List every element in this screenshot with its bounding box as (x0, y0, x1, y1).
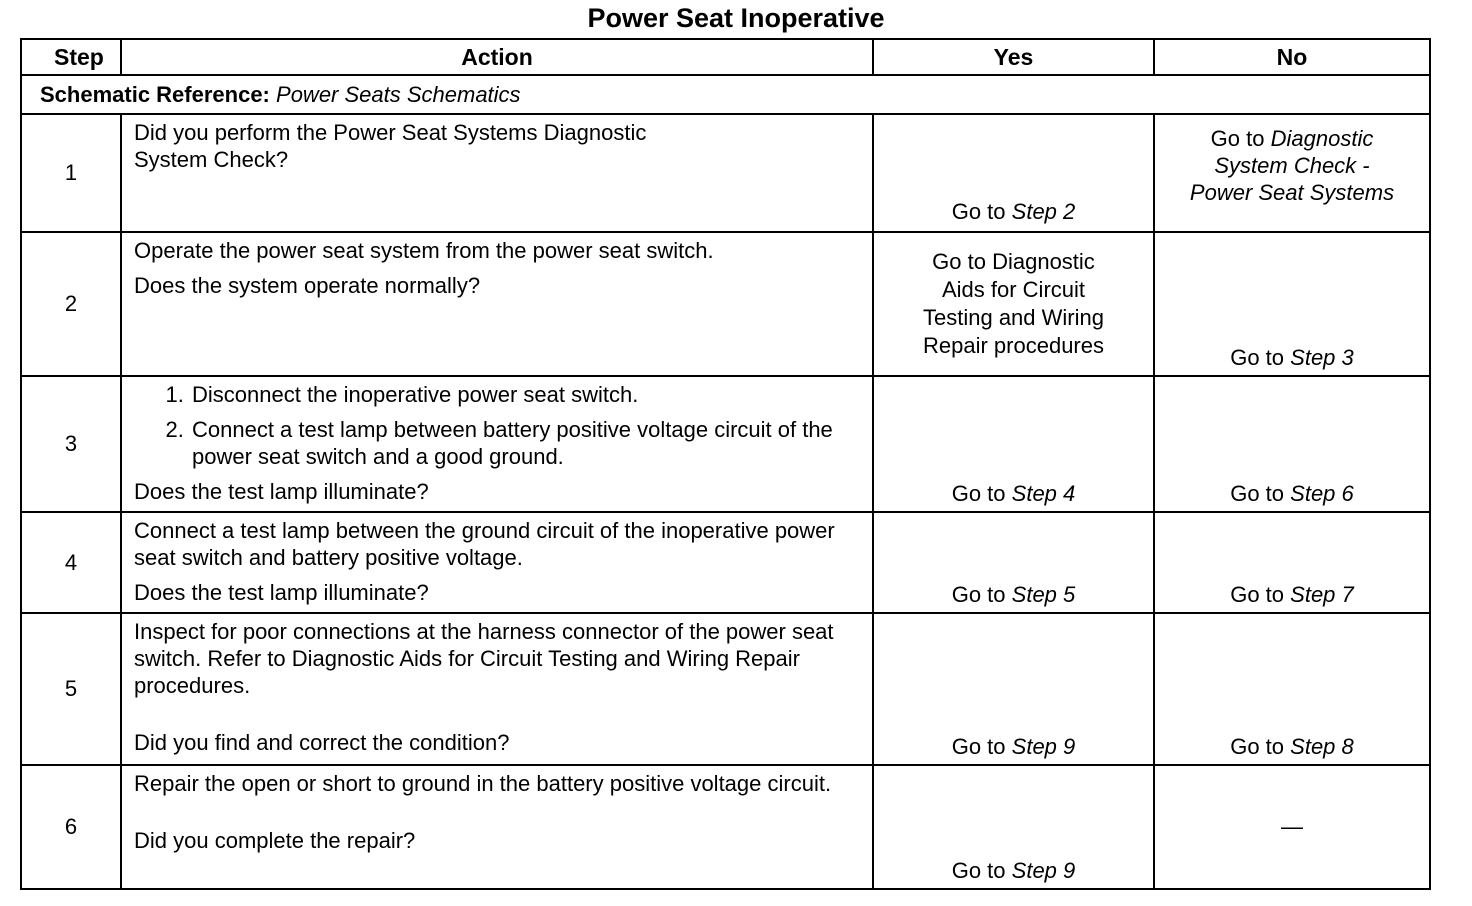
yes-text: Testing and Wiring (923, 305, 1104, 330)
yes-cell (873, 765, 1154, 889)
header-row (21, 39, 1430, 75)
page-title: Power Seat Inoperative (587, 3, 885, 33)
step-link[interactable]: Step 3 (1290, 345, 1354, 370)
no-cell (1154, 512, 1430, 613)
yes-text: Go to Diagnostic (932, 249, 1095, 274)
step-link[interactable]: Step 2 (1011, 199, 1076, 224)
yes-cell (873, 613, 1154, 765)
action-text: Operate the power seat system from the power seat switch. (134, 238, 714, 263)
action-text: Did you perform the Power Seat Systems Diagnostic System Check? (134, 120, 647, 172)
no-cell (1154, 232, 1430, 376)
goto-text: Go to (951, 481, 1006, 506)
no-dash: — (1281, 814, 1303, 839)
goto-text: Go to (951, 582, 1006, 607)
action-steps (134, 381, 862, 470)
action-cell (121, 512, 873, 613)
goto-text: Go to (1210, 126, 1265, 151)
goto-text: Go to (1230, 481, 1285, 506)
step-number: 5 (21, 613, 121, 765)
table-row (21, 114, 1430, 232)
diagnostic-table (20, 38, 1431, 890)
yes-header: Yes (873, 39, 1154, 75)
no-cell (1154, 114, 1430, 232)
step-link[interactable]: Step 9 (1011, 858, 1076, 883)
step-number: 6 (21, 765, 121, 889)
schematic-reference (21, 75, 1430, 114)
action-cell (121, 765, 873, 889)
action-cell (121, 232, 873, 376)
step-link[interactable]: Step 4 (1011, 481, 1076, 506)
action-cell (121, 613, 873, 765)
no-cell (1154, 376, 1430, 512)
step-number: 2 (21, 232, 121, 376)
step-number: 1 (21, 114, 121, 232)
action-text: Inspect for poor connections at the harness connector of the power seat switch. Refer to Diagnostic Aids for Circuit Testing and Wiring Repair procedures. (134, 619, 834, 698)
action-cell (121, 114, 873, 232)
step-link[interactable]: Step 6 (1290, 481, 1354, 506)
schematic-label: Schematic Reference: (40, 81, 270, 107)
table-row (21, 765, 1430, 889)
step-number: 3 (21, 376, 121, 512)
action-question: Does the test lamp illuminate? (134, 479, 429, 504)
yes-cell (873, 376, 1154, 512)
action-text: Connect a test lamp between the ground circuit of the inoperative power seat switch and battery positive voltage. (134, 518, 835, 570)
step-header: Step (21, 39, 121, 75)
step-number: 4 (21, 512, 121, 613)
action-question: Did you complete the repair? (134, 828, 416, 853)
table-row (21, 232, 1430, 376)
goto-text: Go to (1230, 582, 1285, 607)
action-text: Repair the open or short to ground in the battery positive voltage circuit. (134, 771, 832, 796)
step-link[interactable]: Step 9 (1011, 734, 1076, 759)
schematic-row (21, 75, 1430, 114)
action-step: 1. Disconnect the inoperative power seat switch. (190, 381, 862, 408)
table-row (21, 512, 1430, 613)
yes-text: Aids for Circuit (941, 277, 1086, 302)
no-header: No (1154, 39, 1430, 75)
step-link[interactable]: System Check - (1214, 153, 1370, 178)
action-question: Did you find and correct the condition? (134, 730, 510, 755)
table-row (21, 376, 1430, 512)
goto-text: Go to (951, 734, 1006, 759)
step-link[interactable]: Diagnostic (1270, 126, 1374, 151)
goto-text: Go to (951, 199, 1006, 224)
step-link[interactable]: Step 8 (1290, 734, 1354, 759)
no-cell (1154, 613, 1430, 765)
no-cell (1154, 765, 1430, 889)
schematic-link[interactable]: Power Seats Schematics (276, 81, 521, 107)
goto-text: Go to (1230, 734, 1285, 759)
action-step: 2. Connect a test lamp between battery positive voltage circuit of the power seat switch and a good ground. (190, 416, 862, 470)
yes-cell (873, 512, 1154, 613)
yes-text: Repair procedures (923, 333, 1104, 358)
yes-cell (873, 114, 1154, 232)
action-question: Does the test lamp illuminate? (134, 580, 429, 605)
table-row (21, 613, 1430, 765)
action-cell (121, 376, 873, 512)
action-header: Action (121, 39, 873, 75)
step-link[interactable]: Step 5 (1011, 582, 1076, 607)
step-link[interactable]: Power Seat Systems (1189, 180, 1395, 205)
goto-text: Go to (951, 858, 1006, 883)
yes-cell (873, 232, 1154, 376)
step-link[interactable]: Step 7 (1290, 582, 1354, 607)
goto-text: Go to (1230, 345, 1285, 370)
action-question: Does the system operate normally? (134, 273, 481, 298)
